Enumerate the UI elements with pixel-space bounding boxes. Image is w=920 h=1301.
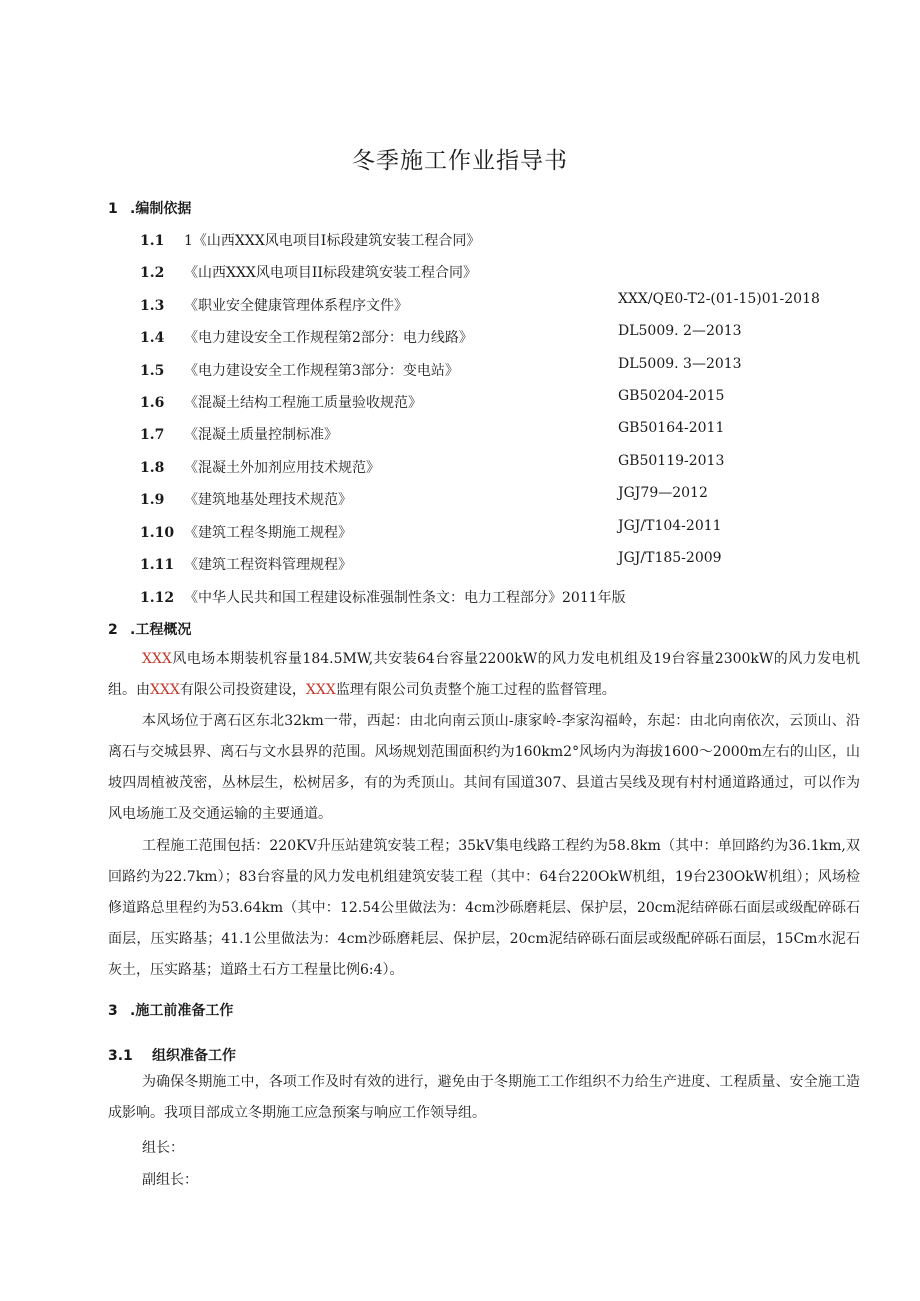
reference-number: 1.2	[140, 265, 165, 281]
prep-paragraph: 为确保冬期施工中，各项工作及时有效的进行，避免由于冬期施工工作组织不力给生产进度、工程质量、安全施工造成影响。我项目部成立冬期施工应急预案与响应工作领导组。	[108, 1074, 860, 1121]
subsection-number: 3.1	[108, 1048, 133, 1064]
reference-title: 《电力建设安全工作规程第3部分：变电站》	[184, 363, 459, 379]
section-number: 3	[108, 1003, 118, 1019]
reference-title: 《建筑工程资料管理规程》	[184, 557, 352, 573]
reference-item	[140, 323, 742, 347]
reference-number: 1.12	[140, 590, 175, 606]
reference-number: 1.11	[140, 557, 175, 573]
reference-item	[140, 587, 626, 607]
reference-title: 《职业安全健康管理体系程序文件》	[184, 298, 408, 314]
deputy-leader-label: 副组长：	[142, 1172, 198, 1188]
overview-paragraph-2: 本风场位于离石区东北32km一带，西起：由北向南云顶山-康家岭-李家沟福岭，东起：由北向南依次，云顶山、沿离石与交城县界、离石与文水县界的范围。风场规划范围面积约为160km2°风场内为海拔1600～2000m左右的山区，山坡四周植被茂密，丛林层生，松树居多，有的为秃顶山。其间有国道307、县道古吴线及现有村村通道路通过，可以作为风电场施工及交通运输的主要通道。	[108, 713, 860, 822]
reference-code: GB50204-2015	[618, 388, 725, 404]
reference-title: 《混凝土质量控制标准》	[184, 427, 338, 443]
reference-title: 《建筑地基处理技术规范》	[184, 492, 352, 508]
section-number: 2	[108, 622, 118, 638]
leader-label: 组长：	[142, 1140, 184, 1156]
reference-title: 《建筑工程冬期施工规程》	[184, 525, 352, 541]
redacted-name: XXX	[305, 682, 336, 698]
section-title: .施工前准备工作	[130, 1003, 234, 1019]
subsection-heading	[108, 1045, 236, 1065]
paragraph-text: 有限公司投资建设，	[179, 682, 306, 698]
section-heading-2	[108, 619, 191, 639]
reference-number: 1.4	[140, 330, 165, 346]
reference-number: 1.9	[140, 492, 165, 508]
redacted-name: XXX	[142, 651, 172, 667]
reference-code: JGJ/T104-2011	[618, 518, 722, 534]
paragraph-text: 风电场本期装机容量184.5MW,共安装64台容量2200kW的风力发电机组及19台容量2300kW的风力发电机组。由	[108, 651, 860, 698]
reference-item	[140, 453, 725, 477]
reference-code: DL5009. 2—2013	[618, 323, 742, 339]
reference-number: 1.5	[140, 363, 165, 379]
reference-item	[140, 420, 725, 444]
section-title: .编制依据	[130, 201, 192, 217]
reference-item	[140, 230, 480, 250]
subsection-title: 组织准备工作	[152, 1048, 236, 1064]
section-title: .工程概况	[130, 622, 192, 638]
reference-number: 1.8	[140, 460, 165, 476]
reference-item	[140, 262, 477, 282]
reference-code: JGJ/T185-2009	[618, 550, 722, 566]
reference-code: XXX/QE0-T2-(01-15)01-2018	[618, 291, 820, 307]
reference-title: 《中华人民共和国工程建设标准强制性条文：电力工程部分》2011年版	[184, 590, 626, 606]
reference-title: 1《山西XXX风电项目I标段建筑安装工程合同》	[184, 233, 481, 249]
section-heading-3	[108, 1000, 233, 1020]
paragraph-text: 监理有限公司负责整个施工过程的监督管理。	[335, 682, 616, 698]
reference-number: 1.7	[140, 427, 165, 443]
reference-title: 《混凝土外加剂应用技术规范》	[184, 460, 380, 476]
reference-item	[140, 518, 722, 542]
reference-item	[140, 291, 820, 315]
overview-paragraph-1	[108, 644, 860, 706]
reference-title: 《混凝土结构工程施工质量验收规范》	[184, 395, 422, 411]
reference-code: JGJ79—2012	[618, 485, 708, 501]
reference-item	[140, 485, 708, 509]
overview-paragraph-3: 工程施工范围包括：220KV升压站建筑安装工程；35kV集电线路工程约为58.8km（其中：单回路约为36.1km,双回路约为22.7km）；83台容量的风力发电机组建筑安装工程（其中：64台220OkW机组，19台230OkW机组）；风场检修道路总里程约为53.64km（其中：12.54公里做法为：4cm沙砾磨耗层、保护层，20cm泥结碎砾石面层或级配碎砾石面层，压实路基；41.1公里做法为：4cm沙砾磨耗层、保护层，20cm泥结碎砾石面层或级配碎砾石面层，15Cm水泥石灰土，压实路基；道路土石方工程量比例6:4）。	[108, 838, 860, 978]
reference-number: 1.3	[140, 298, 165, 314]
reference-title: 《电力建设安全工作规程第2部分：电力线路》	[184, 330, 473, 346]
reference-item	[140, 356, 742, 380]
reference-item	[140, 550, 722, 574]
reference-code: DL5009. 3—2013	[618, 356, 742, 372]
reference-number: 1.10	[140, 525, 175, 541]
reference-item	[140, 388, 725, 412]
reference-code: GB50119-2013	[618, 453, 725, 469]
section-number: 1	[108, 201, 118, 217]
page-title: 冬季施工作业指导书	[352, 148, 568, 174]
reference-title: 《山西XXX风电项目II标段建筑安装工程合同》	[184, 265, 477, 281]
reference-code: GB50164-2011	[618, 420, 725, 436]
section-heading-1	[108, 198, 191, 218]
redacted-name: XXX	[150, 682, 180, 698]
reference-number: 1.1	[140, 233, 165, 249]
reference-number: 1.6	[140, 395, 165, 411]
